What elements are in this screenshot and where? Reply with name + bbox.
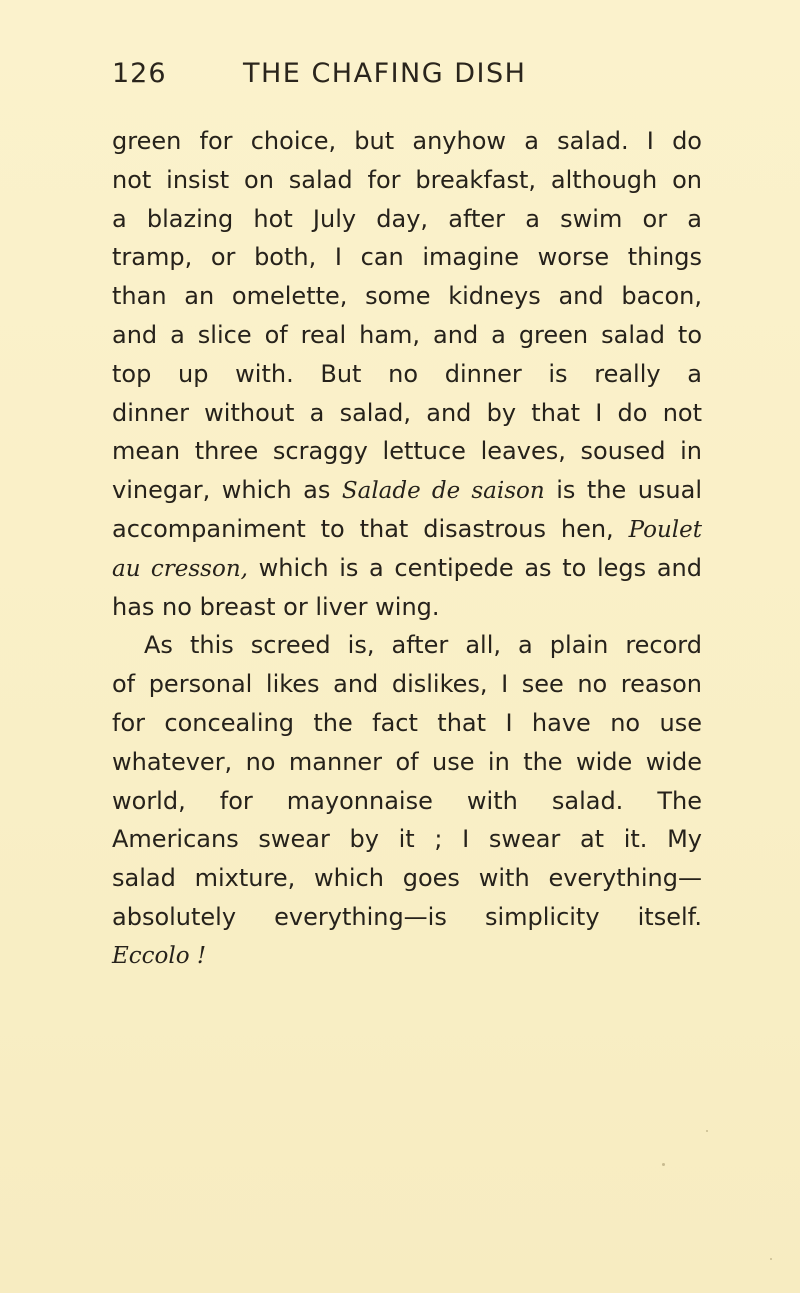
text-segment: which is a centipede as to legs and [258,553,702,582]
paper-speck [706,1130,708,1132]
text-line: for concealing the fact that I have no use [112,708,702,737]
body-text [112,122,702,976]
italic-term: Salade de saison [341,478,545,505]
text-line: world, for mayonnaise with salad. The [112,786,702,815]
text-line: has no breast or liver wing. [112,592,440,621]
text-segment: accompaniment to that disastrous hen, [112,514,614,543]
text-line: whatever, no manner of use in the wide wide [112,747,702,776]
text-line: Americans swear by it ; I swear at it. My [112,825,702,854]
text-line: absolutely everything—is simplicity itself. [112,902,702,931]
running-head: THE CHAFING DISH [243,58,527,89]
text-line [112,471,702,510]
page-number: 126 [112,58,167,89]
italic-term: Poulet [628,516,702,543]
text-line: top up with. But no dinner is really a [112,359,702,388]
text-line [112,510,702,549]
text-line: and a slice of real ham, and a green salad to [112,320,702,349]
text-line: a blazing hot July day, after a swim or a [112,204,702,233]
text-line: dinner without a salad, and by that I do not [112,398,702,427]
text-line: than an omelette, some kidneys and bacon, [112,282,702,311]
paper-speck [662,1163,665,1166]
text-line: not insist on salad for breakfast, although on [112,165,702,194]
text-line: salad mixture, which goes with everything— [112,864,702,893]
text-line: As this screed is, after all, a plain record [144,631,702,660]
text-segment: is the usual [556,476,702,505]
text-line: Eccolo ! [112,942,207,969]
text-segment: vinegar, which as [112,476,331,505]
text-line: mean three scraggy lettuce leaves, soused in [112,437,702,466]
text-line: tramp, or both, I can imagine worse things [112,243,702,272]
text-line: green for choice, but anyhow a salad. I do [112,127,702,155]
paper-speck [770,1258,772,1260]
text-line: of personal likes and dislikes, I see no reason [112,670,702,699]
italic-term: au cresson, [112,555,248,582]
text-line [112,549,702,588]
page-header [112,58,692,98]
